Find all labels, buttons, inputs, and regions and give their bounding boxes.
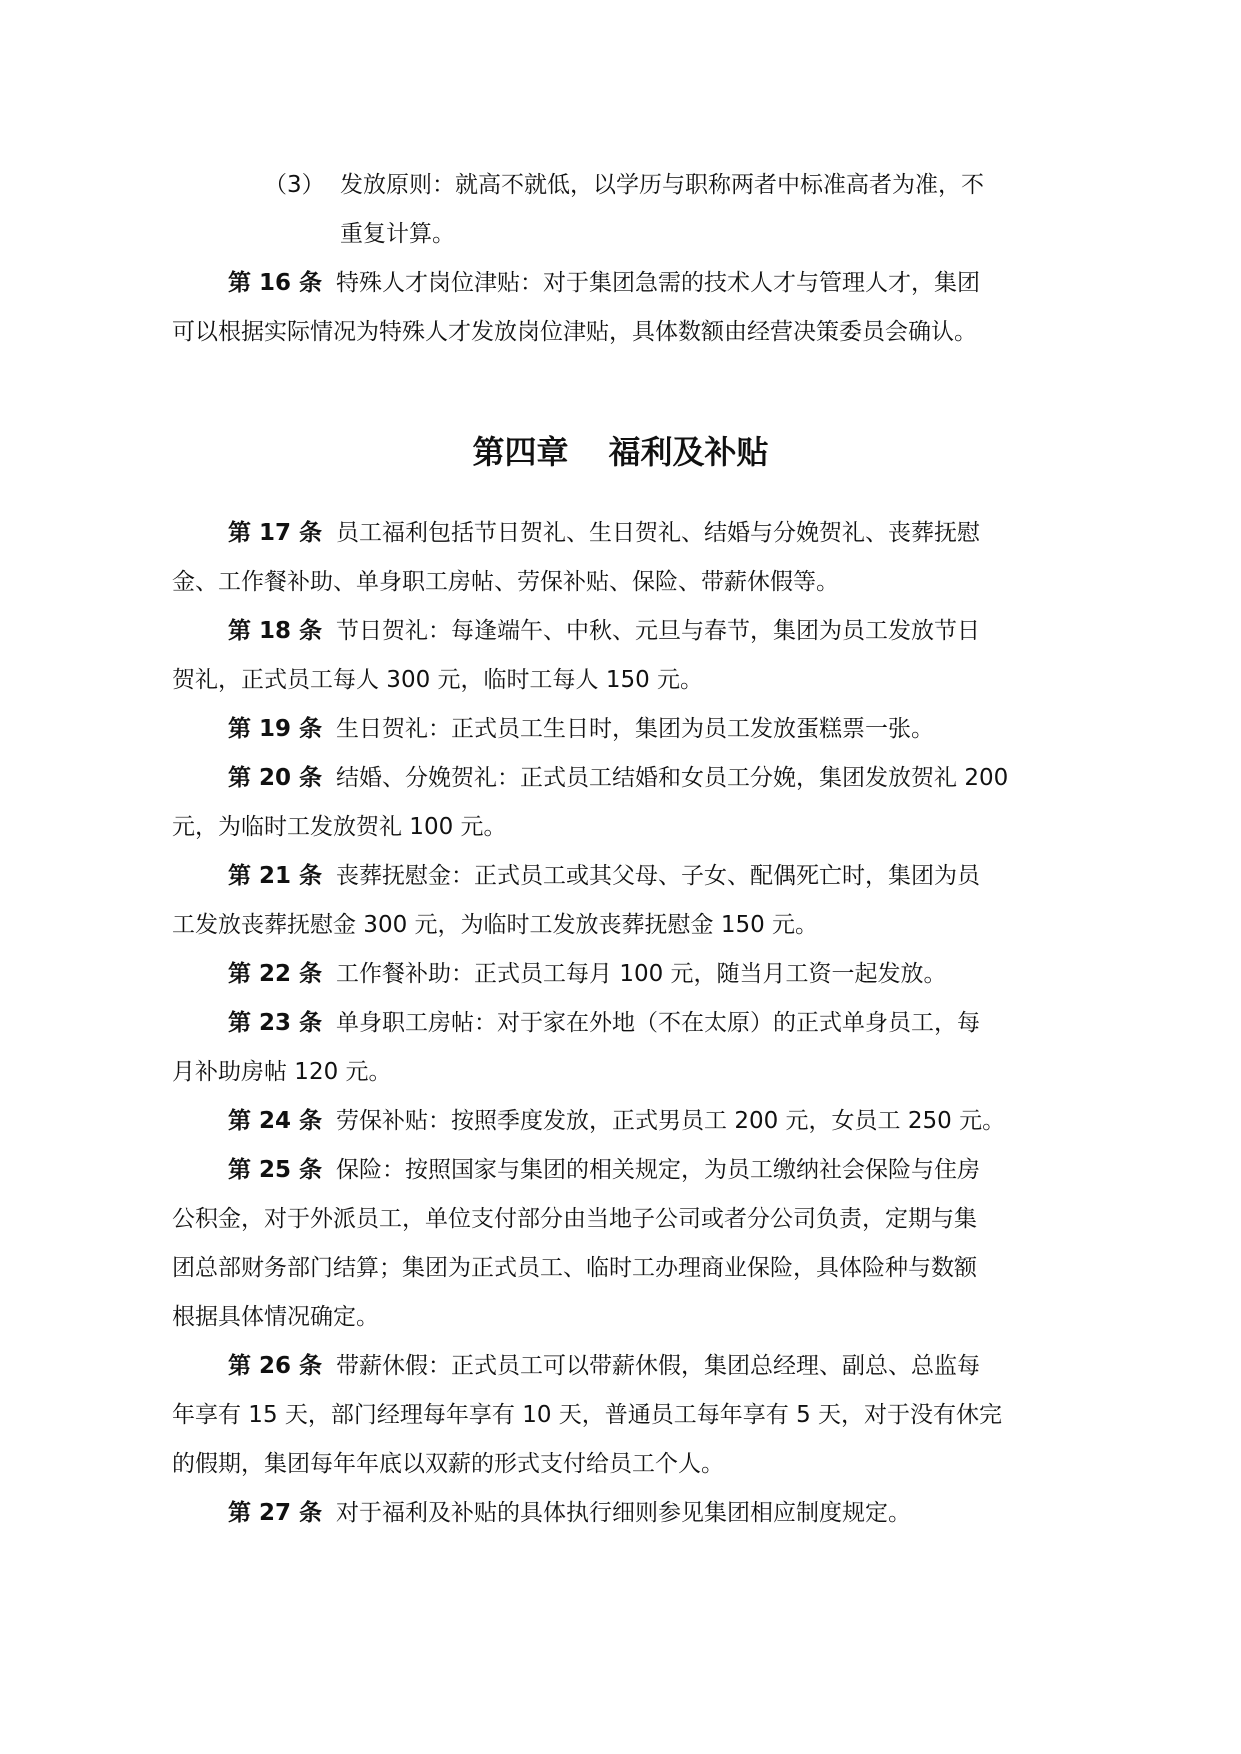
chapter-heading: [0, 424, 1241, 480]
chapter-title: 福利及补贴: [608, 433, 769, 471]
article-18-number: 第 18 条: [228, 618, 323, 644]
article-21: [172, 852, 1062, 950]
article-16-line-1: 第 16 条 特殊人才岗位津贴：对于集团急需的技术人才与管理人才，集团: [228, 270, 981, 296]
article-21-line-1: 第 21 条 丧葬抚慰金：正式员工或其父母、子女、配偶死亡时，集团为员: [228, 863, 981, 889]
article-16-line-2: 可以根据实际情况为特殊人才发放岗位津贴，具体数额由经营决策委员会确认。: [172, 319, 977, 345]
article-17-number: 第 17 条: [228, 520, 323, 546]
article-22-number: 第 22 条: [228, 961, 323, 987]
article-25-line-4: 根据具体情况确定。: [172, 1304, 379, 1330]
article-27-line-1: 第 27 条 对于福利及补贴的具体执行细则参见集团相应制度规定。: [228, 1500, 912, 1526]
article-26-line-3: 的假期，集团每年年底以双薪的形式支付给员工个人。: [172, 1451, 724, 1477]
item-3: [172, 161, 1062, 259]
article-26-line-2: 年享有 15 天，部门经理每年享有 10 天，普通员工每年享有 5 天，对于没有休完: [172, 1402, 1003, 1428]
article-25-number: 第 25 条: [228, 1157, 323, 1183]
article-16: [172, 259, 1062, 357]
article-25: [172, 1146, 1062, 1342]
article-18-line-1: 第 18 条 节日贺礼：每逢端午、中秋、元旦与春节，集团为员工发放节日: [228, 618, 981, 644]
item-3-line-2: 重复计算。: [340, 221, 455, 247]
article-22: [172, 950, 1062, 999]
article-19-number: 第 19 条: [228, 716, 323, 742]
article-17-line-2: 金、工作餐补助、单身职工房帖、劳保补贴、保险、带薪休假等。: [172, 569, 839, 595]
item-3-label: （3）: [264, 172, 325, 198]
article-20-line-2: 元，为临时工发放贺礼 100 元。: [172, 814, 507, 840]
article-19: [172, 705, 1062, 754]
article-17: [172, 509, 1062, 607]
article-21-line-2: 工发放丧葬抚慰金 300 元，为临时工发放丧葬抚慰金 150 元。: [172, 912, 819, 938]
article-24: [172, 1097, 1062, 1146]
article-16-number: 第 16 条: [228, 270, 323, 296]
article-23-line-1: 第 23 条 单身职工房帖：对于家在外地（不在太原）的正式单身员工，每: [228, 1010, 981, 1036]
article-17-line-1: 第 17 条 员工福利包括节日贺礼、生日贺礼、结婚与分娩贺礼、丧葬抚慰: [228, 520, 981, 546]
article-26-number: 第 26 条: [228, 1353, 323, 1379]
article-23-number: 第 23 条: [228, 1010, 323, 1036]
article-18: [172, 607, 1062, 705]
item-3-line-1: （3） 发放原则：就高不就低，以学历与职称两者中标准高者为准，不: [172, 161, 1062, 210]
article-21-number: 第 21 条: [228, 863, 323, 889]
article-25-line-3: 团总部财务部门结算；集团为正式员工、临时工办理商业保险，具体险种与数额: [172, 1255, 977, 1281]
article-20-number: 第 20 条: [228, 765, 323, 791]
chapter-number: 第四章: [472, 433, 569, 471]
article-26: [172, 1342, 1062, 1489]
article-26-line-1: 第 26 条 带薪休假：正式员工可以带薪休假，集团总经理、副总、总监每: [228, 1353, 981, 1379]
article-24-number: 第 24 条: [228, 1108, 323, 1134]
article-27-number: 第 27 条: [228, 1500, 323, 1526]
article-22-line-1: 第 22 条 工作餐补助：正式员工每月 100 元，随当月工资一起发放。: [228, 961, 947, 987]
article-19-line-1: 第 19 条 生日贺礼：正式员工生日时，集团为员工发放蛋糕票一张。: [228, 716, 935, 742]
article-20: [172, 754, 1062, 852]
article-20-line-1: 第 20 条 结婚、分娩贺礼：正式员工结婚和女员工分娩，集团发放贺礼 200: [228, 765, 1009, 791]
article-25-line-1: 第 25 条 保险：按照国家与集团的相关规定，为员工缴纳社会保险与住房: [228, 1157, 981, 1183]
article-27: [172, 1489, 1062, 1538]
article-23: [172, 999, 1062, 1097]
article-23-line-2: 月补助房帖 120 元。: [172, 1059, 392, 1085]
article-25-line-2: 公积金，对于外派员工，单位支付部分由当地子公司或者分公司负责，定期与集: [172, 1206, 977, 1232]
article-24-line-1: 第 24 条 劳保补贴：按照季度发放，正式男员工 200 元，女员工 250 元。: [228, 1108, 1006, 1134]
article-18-line-2: 贺礼，正式员工每人 300 元，临时工每人 150 元。: [172, 667, 704, 693]
